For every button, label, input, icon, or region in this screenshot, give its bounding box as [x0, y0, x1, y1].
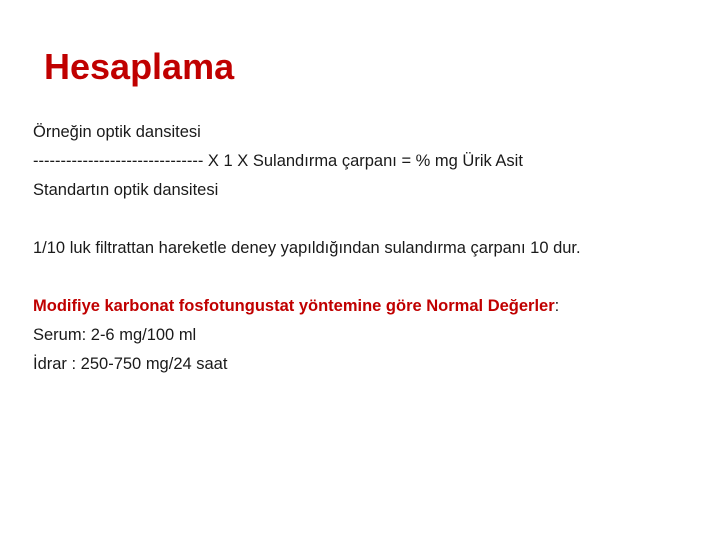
normal-values-heading-colon: : — [554, 297, 560, 315]
formula-fraction-line: ------------------------------- X 1 X Sulandırma çarpanı = % mg Ürik Asit — [33, 152, 523, 170]
normal-values-heading — [33, 292, 693, 321]
formula-denominator: Standartın optik dansitesi — [33, 181, 219, 199]
urine-value: İdrar : 250-750 mg/24 saat — [33, 355, 228, 373]
slide-body — [33, 118, 693, 379]
normal-values-heading-text: Modifiye karbonat fosfotungustat yöntemine göre Normal Değerler — [33, 297, 555, 315]
slide-title: Hesaplama — [44, 46, 235, 87]
dilution-note: 1/10 luk filtrattan hareketle deney yapıldığından sulandırma çarpanı 10 dur. — [33, 239, 581, 257]
formula-numerator: Örneğin optik dansitesi — [33, 123, 201, 141]
serum-value: Serum: 2-6 mg/100 ml — [33, 326, 197, 344]
spacer — [33, 205, 693, 234]
spacer — [33, 263, 693, 292]
